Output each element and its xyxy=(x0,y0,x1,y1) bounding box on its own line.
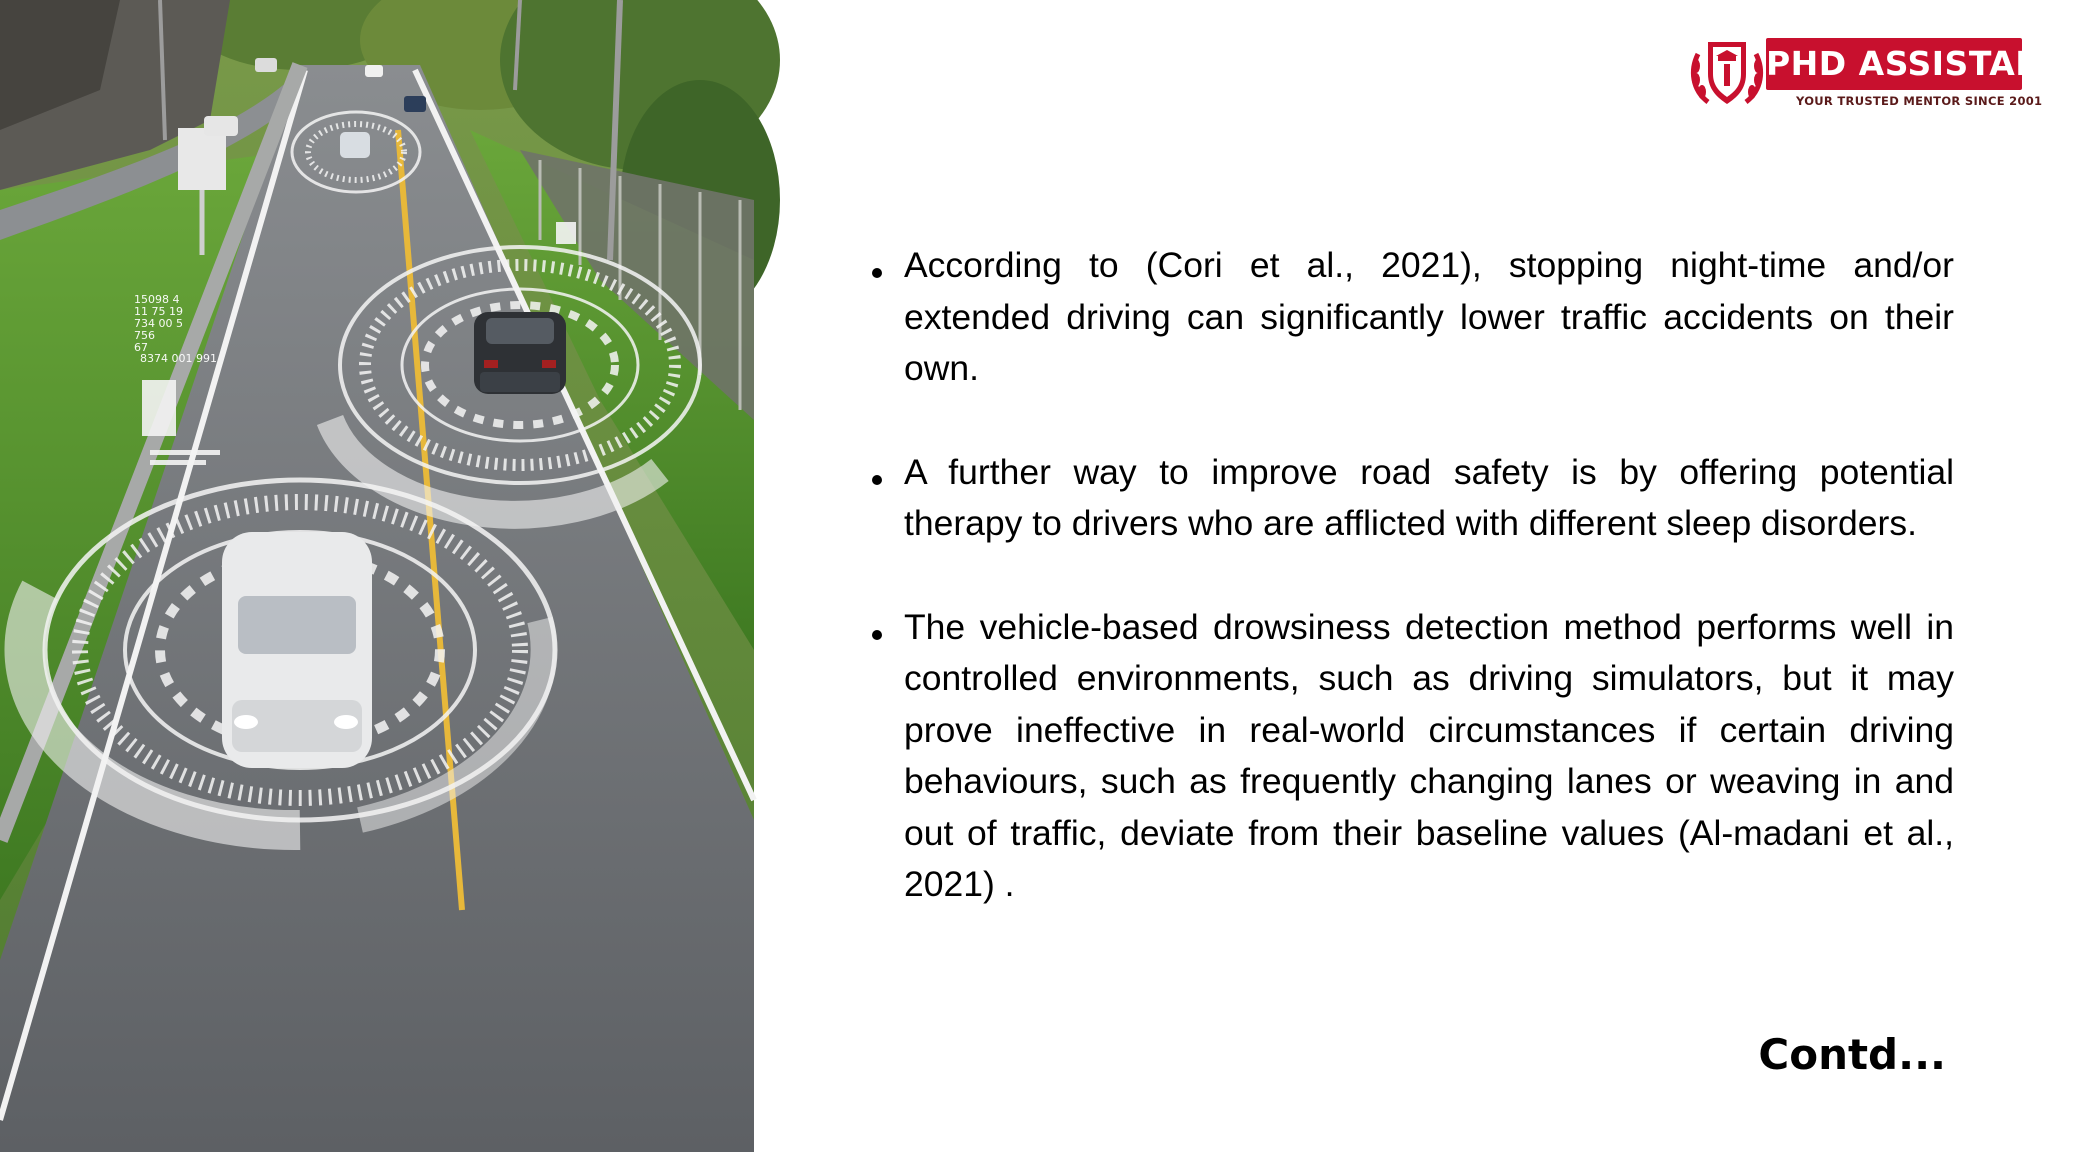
svg-text:734 00 5: 734 00 5 xyxy=(134,317,183,330)
svg-text:756: 756 xyxy=(134,329,155,342)
bullet-item xyxy=(872,240,1954,395)
bullet-dot-icon xyxy=(872,630,882,640)
bullet-dot-icon xyxy=(872,475,882,485)
svg-text:8374 001 991: 8374 001 991 xyxy=(140,352,217,365)
svg-text:15098 4: 15098 4 xyxy=(134,293,180,306)
bullet-item xyxy=(872,447,1954,550)
svg-text:11 75 19: 11 75 19 xyxy=(134,305,183,318)
logo-tagline: YOUR TRUSTED MENTOR SINCE 2001 xyxy=(1796,94,2043,108)
bullet-item xyxy=(872,602,1954,911)
contd-label: Contd... xyxy=(1758,1030,1946,1079)
phd-assistance-logo xyxy=(1688,34,2091,110)
crest-icon xyxy=(1688,34,1766,108)
bullet-list xyxy=(872,240,1954,963)
bullet-text: The vehicle-based drowsiness detection method performs well in controlled environments, such as driving simulators, but it may prove ineffective in real-world circumstances if certain driving behaviours, such as frequently changing lanes or weaving in and out of traffic, deviate from their baseline values (Al-madani et al., 2021) . xyxy=(904,606,1954,904)
svg-text:67: 67 xyxy=(134,341,148,354)
bullet-dot-icon xyxy=(872,268,882,278)
logo-wordmark: PHD ASSISTANCE xyxy=(1766,38,2022,90)
bullet-text: A further way to improve road safety is by offering potential therapy to drivers who are afflicted with different sleep disorders. xyxy=(904,451,1954,543)
bullet-text: According to (Cori et al., 2021), stopping night-time and/or extended driving can significantly lower traffic accidents on their own. xyxy=(904,245,1954,388)
road-illustration xyxy=(0,0,754,1152)
